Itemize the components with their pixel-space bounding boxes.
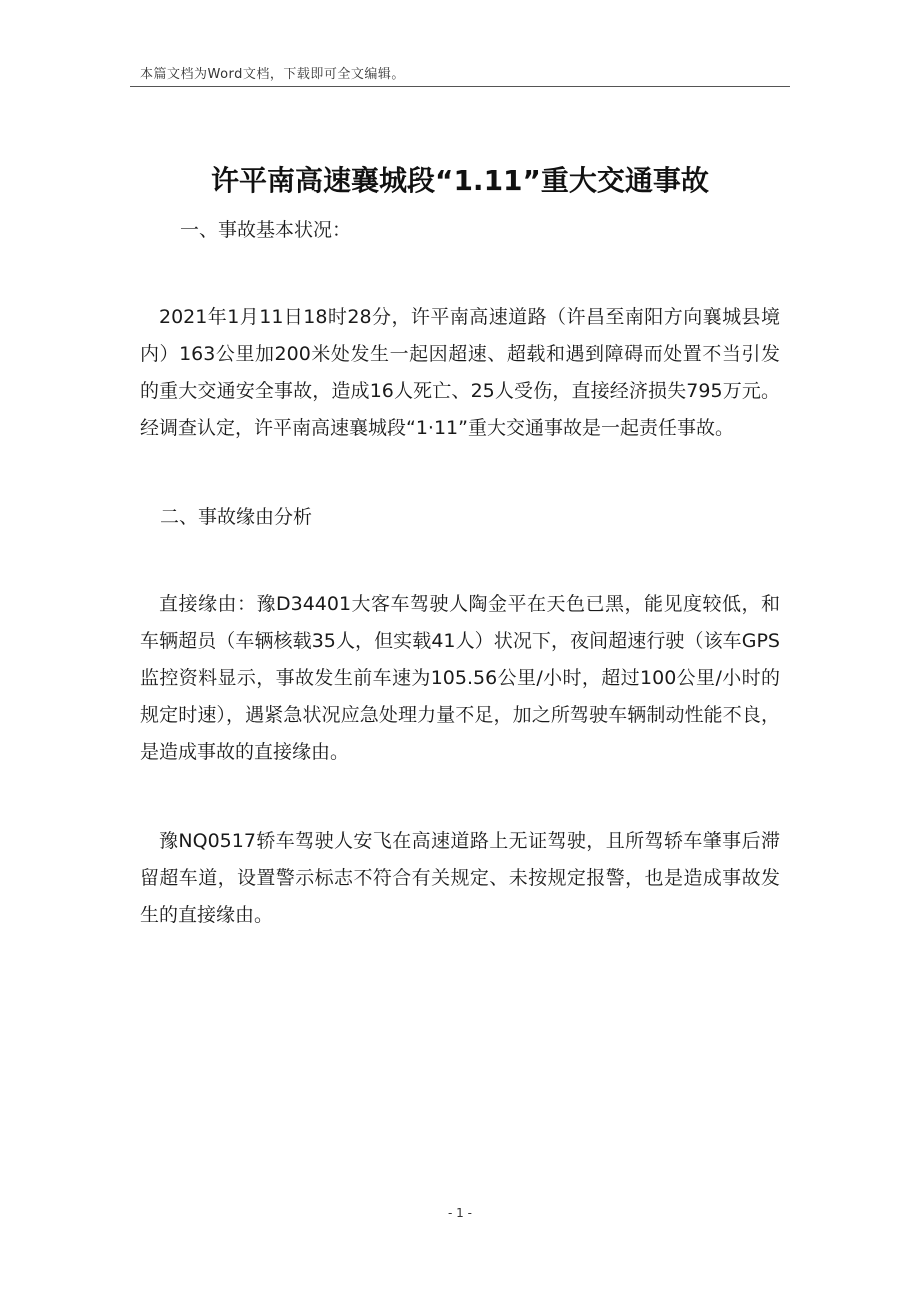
document-title: 许平南高速襄城段“1.11”重大交通事故: [211, 163, 709, 197]
page-number: - 1 -: [448, 1206, 472, 1220]
section-heading-basic-situation: 一、事故基本状况：: [180, 219, 352, 241]
paragraph-spacer: [140, 248, 780, 299]
paragraph-direct-cause-car: 豫NQ0517轿车驾驶人安飞在高速道路上无证驾驶，且所驾轿车肇事后滞留超车道，设置警示标志不符合有关规定、未按规定报警，也是造成事故发生的直接缘由。: [140, 830, 780, 926]
paragraph-spacer: [140, 447, 780, 499]
paragraph-spacer: [140, 535, 780, 586]
header-note: 本篇文档为Word文档，下载即可全文编辑。: [140, 67, 405, 82]
document-body: [140, 212, 780, 934]
paragraph-spacer: [140, 771, 780, 823]
paragraph-direct-cause-bus: 直接缘由：豫D34401大客车驾驶人陶金平在天色已黑，能见度较低，和车辆超员（车辆核载35人，但实载41人）状况下，夜间超速行驶（该车GPS监控资料显示，事故发生前车速为105.56公里/小时，超过100公里/小时的规定时速），遇紧急状况应急处理力量不足，加之所驾驶车辆制动性能不良，是造成事故的直接缘由。: [140, 593, 780, 763]
paragraph-basic-situation: 2021年1月11日18时28分，许平南高速道路（许昌至南阳方向襄城县境内）163公里加200米处发生一起因超速、超载和遇到障碍而处置不当引发的重大交通安全事故，造成16人死亡、25人受伤，直接经济损失795万元。经调查认定，许平南高速襄城段“1·11”重大交通事故是一起责任事故。: [140, 306, 780, 439]
header-divider: [130, 86, 790, 87]
section-heading-cause-analysis: 二、事故缘由分析: [160, 506, 313, 528]
